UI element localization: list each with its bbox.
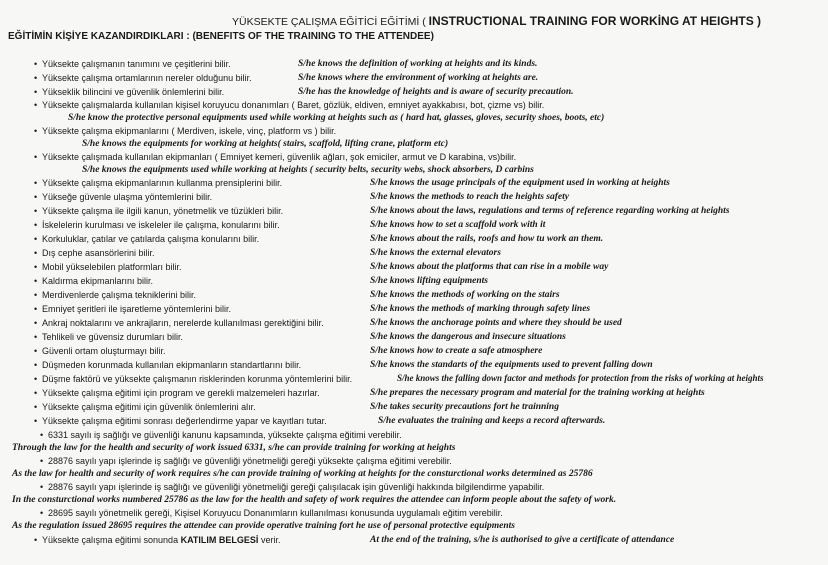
list-item-en: S/he knows the usage principals of the equipment used in working at heights xyxy=(370,178,670,188)
list-item-en: S/he knows lifting equipments xyxy=(370,276,488,286)
list-item-en: S/he knows about the platforms that can rise in a mobile way xyxy=(370,262,609,272)
list-item-en: S/he knows how to create a safe atmosphere xyxy=(370,346,543,356)
list-item-en: S/he knows the methods to reach the heights safety xyxy=(370,192,569,202)
list-item-en: S/he knows the standarts of the equipments used to prevent falling down xyxy=(370,360,653,370)
list-item-en: S/he prepares the necessary program and material for the training working at heights xyxy=(370,388,705,398)
certificate-label: KATILIM BELGESİ xyxy=(180,535,259,545)
list-item-tr: • Yüksekte çalışmada kullanılan ekipmanları ( Emniyet kemeri, güvenlik ağları, şok emiciler, armut ve D karabina, vs)bilir. xyxy=(34,152,517,162)
list-item-tr: • Yüksekte çalışma eğitimi sonunda KATILIM BELGESİ verir. xyxy=(34,535,281,545)
list-item-tr: • İskelelerin kurulması ve iskeleler ile çalışma, konularını bilir. xyxy=(34,220,280,230)
list-item-en: S/he has the knowledge of heights and is aware of security precaution. xyxy=(298,87,574,97)
title-turkish: YÜKSEKTE ÇALIŞMA EĞİTİCİ EĞİTİMİ ( xyxy=(232,16,426,28)
list-item-tr: • Mobil yükselebilen platformları bilir. xyxy=(34,262,182,272)
list-item-tr: • Dış cephe asansörlerini bilir. xyxy=(34,248,155,258)
list-item-en: S/he takes security precautions fort he trainning xyxy=(370,402,559,412)
section-subtitle: EĞİTİMİN KİŞİYE KAZANDIRDIKLARI : (BENEFITS OF THE TRAINING TO THE ATTENDEE) xyxy=(8,31,434,42)
list-item-en: S/he know the protective personal equipments used while working at heights such as ( hard hat, glasses, gloves, security shoes, boots, etc) xyxy=(68,113,605,123)
list-item-tr: • Düşmeden korunmada kullanılan ekipmanların standartlarını bilir. xyxy=(34,360,302,370)
list-item-tr: • 6331 sayılı iş sağlığı ve güvenliği kanunu kapsamında, yüksekte çalışma eğitimi verebilir. xyxy=(40,430,402,440)
list-item-en: S/he evaluates the training and keeps a record afterwards. xyxy=(378,416,606,426)
list-item-en: At the end of the training, s/he is authorised to give a certificate of attendance xyxy=(370,535,675,545)
title-english: INSTRUCTIONAL TRAINING FOR WORKİNG AT HEIGHTS ) xyxy=(428,14,762,28)
list-item-tr: • Merdivenlerde çalışma tekniklerini bilir. xyxy=(34,290,197,300)
list-item-en: S/he knows the methods of working on the stairs xyxy=(370,290,560,300)
list-item-tr: • Yüksekte çalışma ekipmanlarının kullanma prensiplerini bilir. xyxy=(34,178,283,188)
list-item-en: S/he knows the dangerous and insecure situations xyxy=(370,332,566,342)
list-item-tr: • 28695 sayılı yönetmelik gereği, Kişisel Koruyucu Donanımların kullanılması konusunda uygulamalı eğitim verebilir. xyxy=(40,508,503,518)
list-item-en: S/he knows the equipments for working at heights( stairs, scaffold, lifting crane, platform etc) xyxy=(82,139,449,149)
list-item-en: S/he knows about the rails, roofs and how tu work an them. xyxy=(370,234,604,244)
list-item-en: S/he knows the definition of working at heights and its kinds. xyxy=(298,59,538,69)
list-item-en: S/he knows about the laws, regulations and terms of reference regarding working at heights xyxy=(370,206,730,216)
list-item-tr: • 28876 sayılı yapı işlerinde iş sağlığı ve güvenliği yönetmeliği gereği yüksekte çalışma eğitimi verebilir. xyxy=(40,456,452,466)
list-item-en: As the law for health and security of work requires s/he can provide training of working at heights for the consturctional works determined as 25786 xyxy=(12,469,593,479)
list-item-tr: • Yüksekte çalışma ile ilgili kanun, yönetmelik ve tüzükleri bilir. xyxy=(34,206,284,216)
list-item-tr: • Yükseğe güvenle ulaşma yöntemlerini bilir. xyxy=(34,192,213,202)
list-item-tr: • Düşme faktörü ve yüksekte çalışmanın risklerinden korunma yöntemlerini bilir. xyxy=(34,374,353,384)
list-item-en: S/he knows the external elevators xyxy=(370,248,501,258)
list-item-tr: • Korkuluklar, çatılar ve çatılarda çalışma konularını bilir. xyxy=(34,234,260,244)
list-item-tr: • Yüksekte çalışma eğitimi sonrası değerlendirme yapar ve kayıtları tutar. xyxy=(34,416,327,426)
list-item-en: S/he knows the methods of marking through safety lines xyxy=(370,304,591,314)
list-item-en: S/he knows the falling down factor and methods for protection from the risks of working at heights xyxy=(397,373,764,383)
list-item-en: S/he knows where the environment of working at heights are. xyxy=(298,73,539,83)
list-item-tr: • 28876 sayılı yapı işlerinde iş sağlığı ve güvenliği yönetmeliği gereği çalışılacak işin güvenliği hakkında bilgilendirme yapabilir. xyxy=(40,482,545,492)
list-item-tr: • Yüksekte çalışma eğitimi için program ve gerekli malzemeleri hazırlar. xyxy=(34,388,320,398)
list-item-en: S/he knows the equipments used while working at heights ( security belts, security webs, shock absorbers, D carbins xyxy=(82,165,534,175)
list-item-tr: • Güvenli ortam oluşturmayı bilir. xyxy=(34,346,166,356)
page-title xyxy=(232,14,761,28)
list-item-en: Through the law for the health and security of work issued 6331, s/he can provide training for working at heights xyxy=(12,443,456,453)
list-item-tr: • Yükseklik bilincini ve güvenlik önlemlerini bilir. xyxy=(34,87,225,97)
list-item-en: As the regulation issued 28695 requires the attendee can provide operative training fort he use of personal protective equipments xyxy=(12,521,515,531)
list-item-tr: • Yüksekte çalışmalarda kullanılan kişisel koruyucu donanımları ( Baret, gözlük, eldiven, emniyet ayakkabısı, bot, çizme vs) bilir. xyxy=(34,100,545,110)
list-item-en: S/he knows how to set a scaffold work with it xyxy=(370,220,546,230)
list-item-tr: • Tehlikeli ve güvensiz durumları bilir. xyxy=(34,332,184,342)
list-item-en: S/he knows the anchorage points and where they should be used xyxy=(370,318,622,328)
list-item-tr: • Emniyet şeritleri ile işaretleme yöntemlerini bilir. xyxy=(34,304,232,314)
list-item-tr: • Yüksekte çalışma eğitimi için güvenlik önlemlerini alır. xyxy=(34,402,256,412)
list-item-tr: • Ankraj noktalarını ve ankrajların, nerelerde kullanılması gerektiğini bilir. xyxy=(34,318,324,328)
list-item-tr: • Yüksekte çalışmanın tanımını ve çeşitlerini bilir. xyxy=(34,59,231,69)
list-item-tr: • Kaldırma ekipmanlarını bilir. xyxy=(34,276,154,286)
list-item-en: In the consturctional works numbered 25786 as the law for the health and safety of work requires the attendee can inform people about the safety of work. xyxy=(12,495,617,505)
list-item-tr: • Yüksekte çalışma ekipmanlarını ( Merdiven, iskele, vinç, platform vs ) bilir. xyxy=(34,126,337,136)
list-item-tr: • Yüksekte çalışma ortamlarının nereler olduğunu bilir. xyxy=(34,73,252,83)
